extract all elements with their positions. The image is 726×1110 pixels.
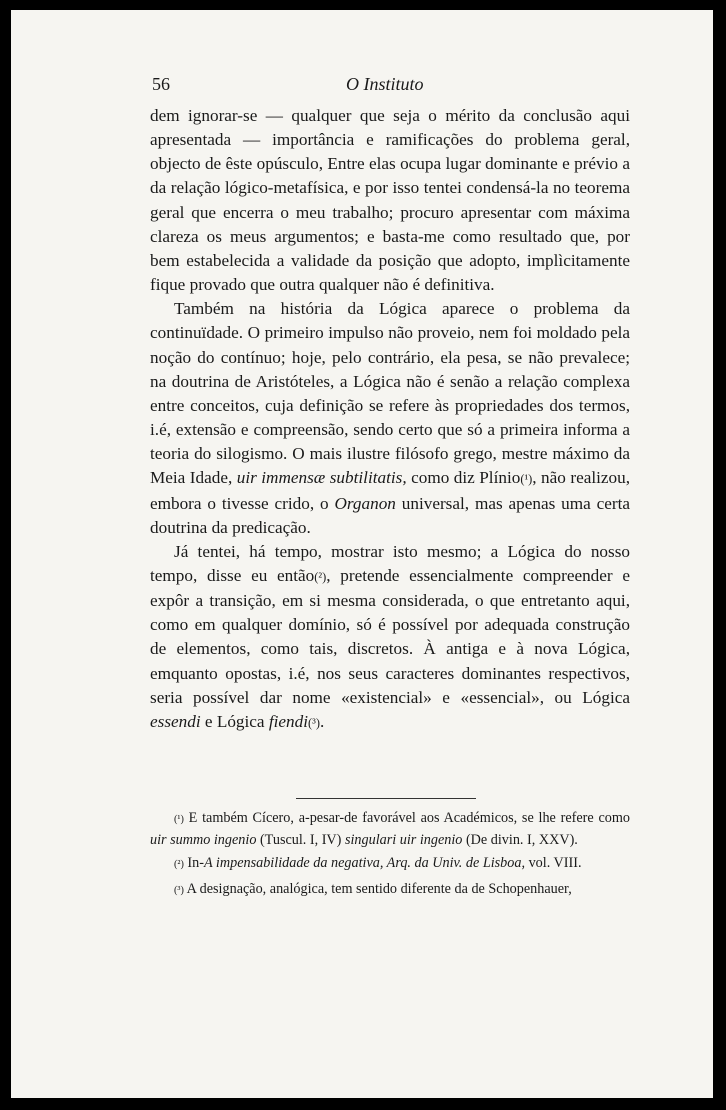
body-text [150, 104, 630, 735]
latin-quote: uir immensæ subtilitatis, [236, 468, 407, 488]
page-number: 56 [152, 74, 170, 94]
footnote-divider [296, 798, 476, 799]
running-title: O Instituto [346, 74, 424, 94]
page-header [152, 74, 632, 102]
fiendi-term: fiendi [268, 711, 309, 731]
paragraph-1: dem ignorar-se — qualquer que seja o mérito da conclusão aqui apresentada — importância e ramificações do problema geral, objecto de êste opúsculo, Entre elas ocupa lugar dominante e prévio a da relação lógico-metafísica, e por isso tentei condensá-la no teorema geral que encerra o meu trabalho; procuro apresentar com máxima clareza os meus argumentos; e basta-me como resultado que, por bem estabelecida a validade da posição que adopto, implìcitamente fique provado que outra qualquer não é definitiva. [150, 106, 630, 295]
paragraph-2: Também na história da Lógica aparece o problema da continuïdade. O primeiro impulso não proveio, nem foi moldado pela noção do contínuo; hoje, pelo contrário, ela pesa, se não prevalece; na doutrina de Aristóteles, a Lógica não é senão a relação complexa entre conceitos, cuja definição se refere às propriedades dos termos, i.é, extensão e compreensão, sendo certo que só a primeira informa a teoria do silogismo. O mais ilustre filósofo grego, mestre máximo da Meia Idade, uir immensæ subtilitatis, como diz Plínio(¹), não realizou, embora o tivesse crido, o Organon universal, mas apenas uma certa doutrina da predicação. [150, 299, 630, 537]
paragraph-3: Já tentei, há tempo, mostrar isto mesmo; a Lógica do nosso tempo, disse eu então(²), pretende essencialmente compreender e expôr a transição, em si mesma considerada, o que entretanto aqui, como em qualquer domínio, só é possível por adequada construção de elementos, como tais, discretos. À antiga e à nova Lógica, emquanto opostas, i.é, nos seus caracteres dominantes respectivos, seria possível dar nome «existencial» e «essencial», ou Lógica essendi e Lógica fiendi(³). [150, 541, 630, 731]
book-page [11, 10, 713, 1098]
organon-term: Organon [334, 493, 396, 513]
footnote-ref-1: (¹) [520, 472, 533, 487]
footnote-ref-2: (²) [314, 569, 327, 584]
footnote-2: (²) In-A impensabilidade da negativa, Arq. da Univ. de Lisboa, vol. VIII. [174, 855, 582, 872]
footnote-1: (¹) E também Cícero, a-pesar-de favorável aos Académicos, se lhe refere como uir summo ingenio (Tuscul. I, IV) singulari uir ingenio (De divin. I, XXV). [150, 810, 630, 849]
essendi-term: essendi [150, 711, 201, 731]
footnotes [150, 808, 630, 904]
footnote-ref-3: (³) [308, 715, 320, 730]
footnote-3: (³) A designação, analógica, tem sentido diferente da de Schopenhauer, [174, 880, 572, 897]
